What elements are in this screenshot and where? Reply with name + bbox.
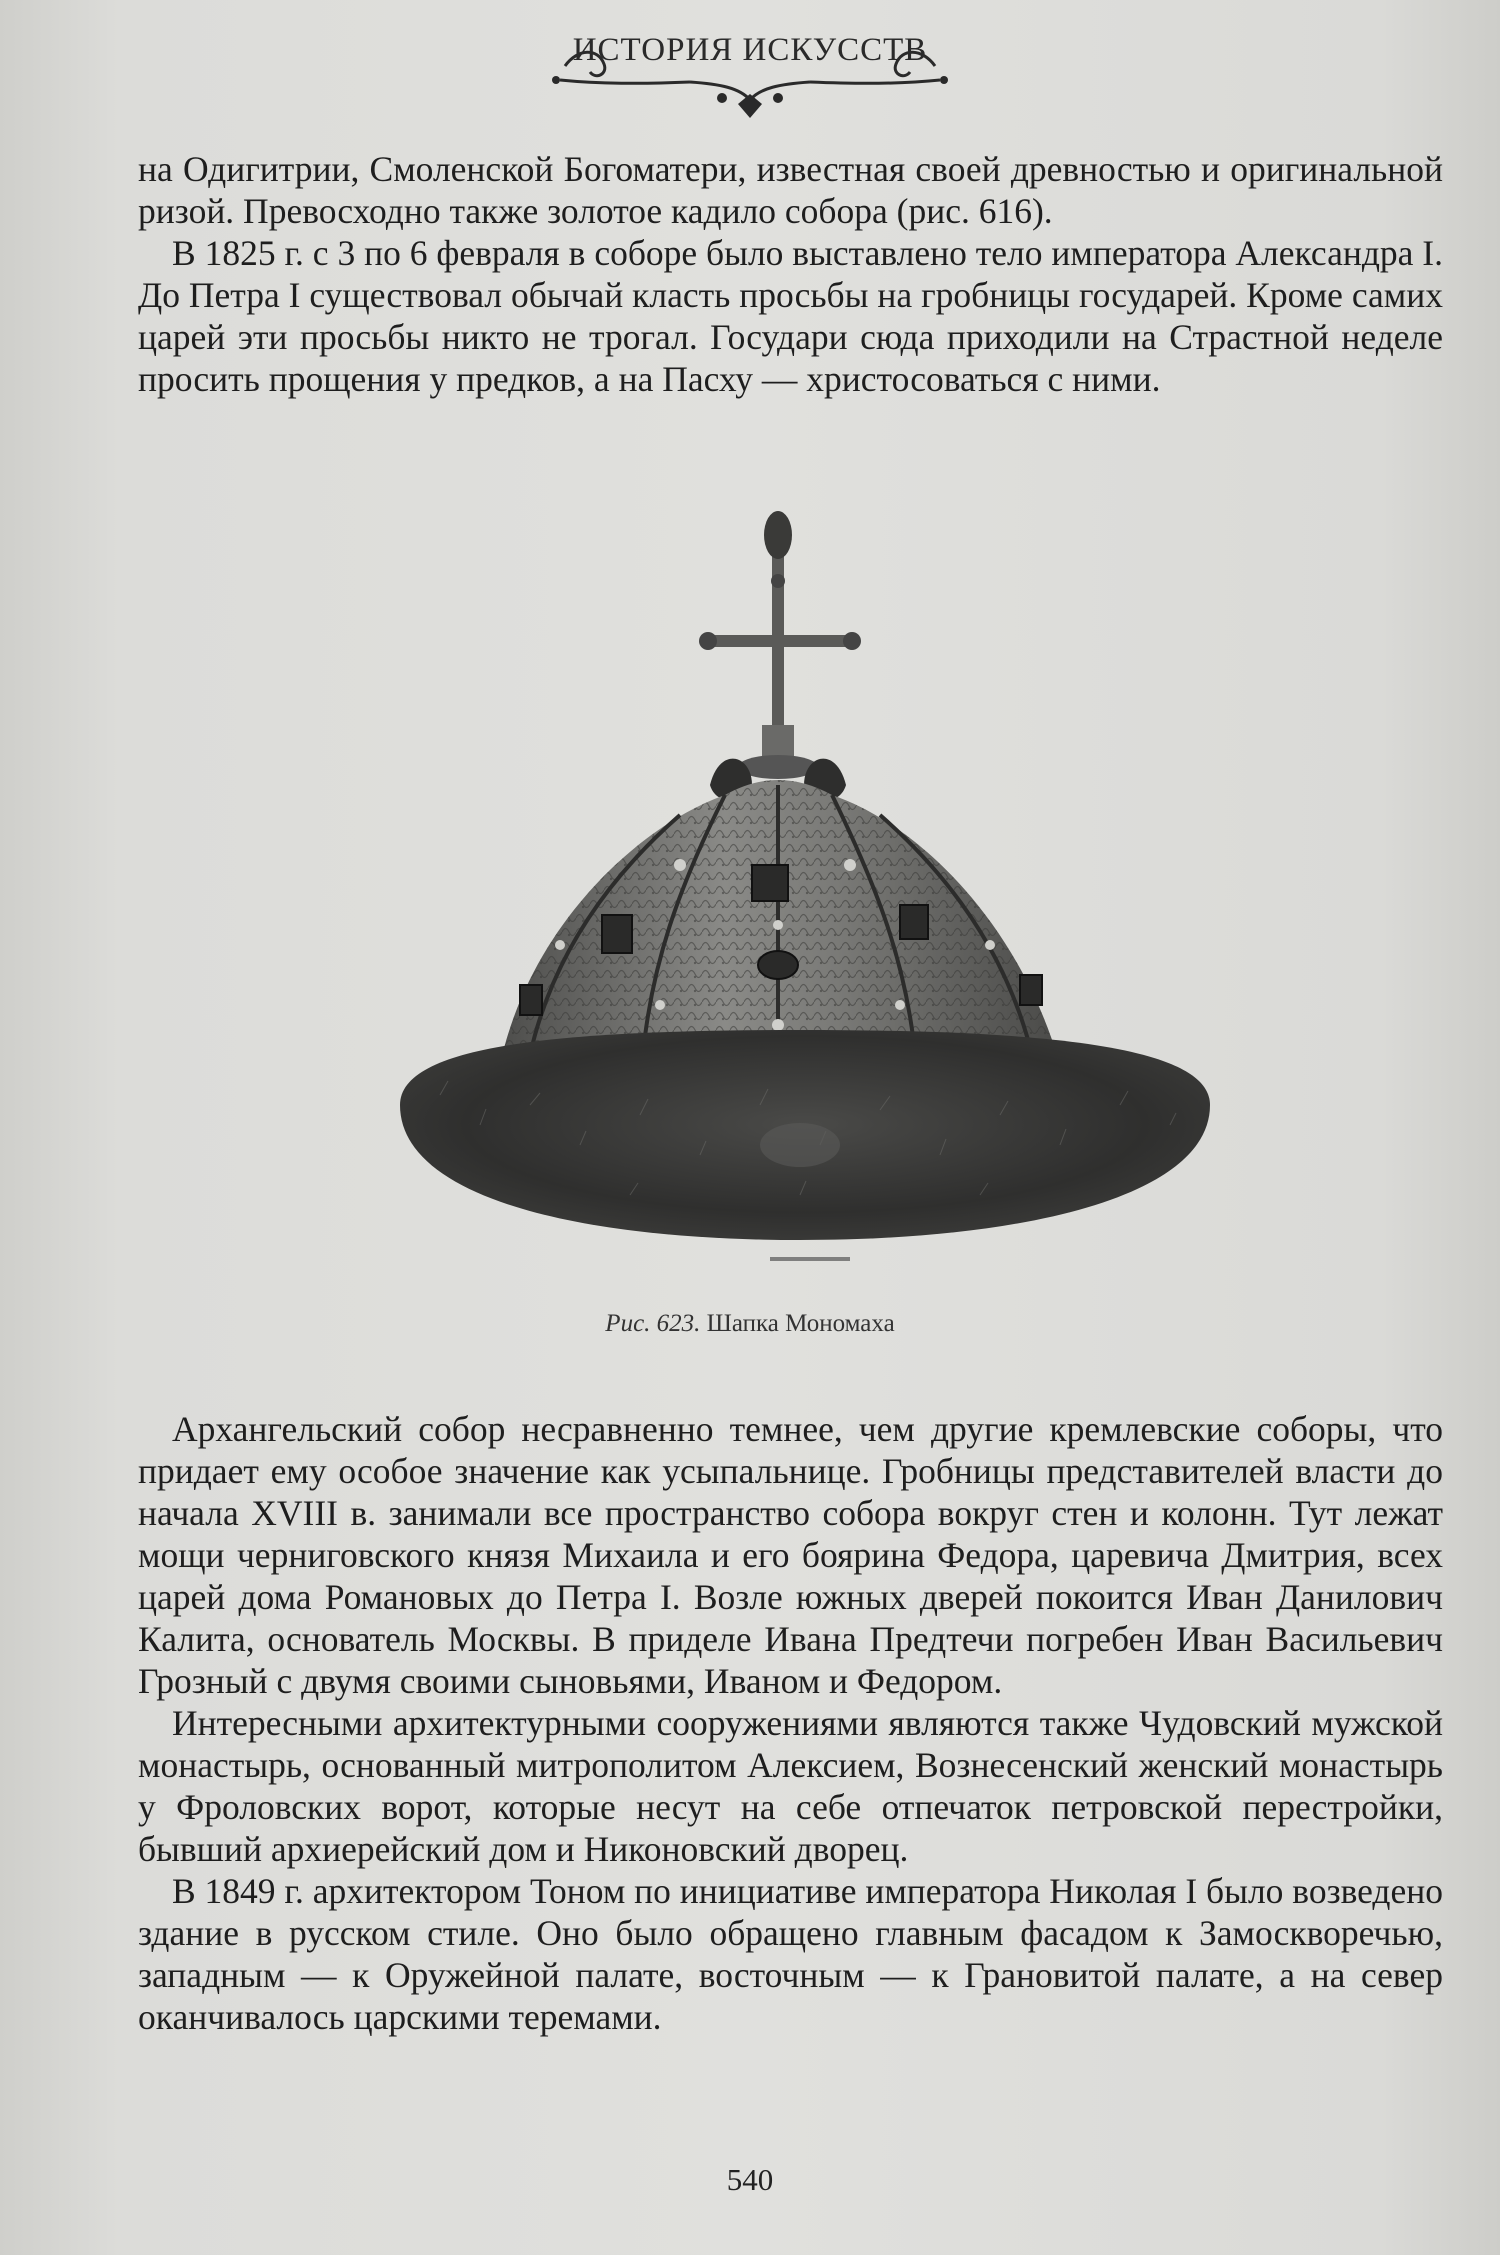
paragraph: Интересными архитектурными сооружениями являются также Чудовский мужской монастырь, основанный митрополитом Алексием, Вознесенский женский монастырь у Фроловских ворот, которые несут на себе отпечаток петровской перестройки, бывший архиерейский дом и Никоновский дворец. [138, 1703, 1443, 1869]
cap-engraving-icon [380, 505, 1230, 1295]
text-top [138, 148, 1443, 400]
paragraph: В 1849 г. архитектором Тоном по инициативе императора Николая I было возведено здание в русском стиле. Оно было обращено главным фасадом к Замоскворечью, западным — к Оружейной палате, восточным — к Грановитой палате, а на север оканчивалось царскими теремами. [138, 1871, 1443, 2037]
monomakh-cap-illustration [380, 505, 1230, 1295]
running-header [0, 18, 1500, 118]
text-bottom [138, 1408, 1443, 2038]
paragraph: В 1825 г. с 3 по 6 февраля в соборе было выставлено тело императора Александра I. До Петра I существовал обычай класть просьбы на гробницы государей. Кроме самих царей эти просьбы никто не трогал. Государи сюда приходили на Страстной неделе просить прощения у предков, а на Пасху — христосоваться с ними. [138, 233, 1443, 399]
figure-number: Рис. 623. [605, 1310, 701, 1337]
page-number: 540 [726, 2162, 774, 2197]
paragraph: на Одигитрии, Смоленской Богоматери, известная своей древностью и оригинальной ризой. Превосходно также золотое кадило собора (рис. 616). [138, 149, 1443, 231]
header-title: ИСТОРИЯ ИСКУССТВ [572, 32, 928, 68]
figure-caption-text: Шапка Мономаха [706, 1310, 895, 1337]
paragraph: Архангельский собор несравненно темнее, чем другие кремлевские соборы, что придает ему особое значение как усыпальнице. Гробницы представителей власти до начала XVIII в. занимали все пространство собора вокруг стен и колонн. Тут лежат мощи черниговского князя Михаила и его боярина Федора, царевича Дмитрия, всех царей дома Романовых до Петра I. Возле южных дверей покоится Иван Данилович Калита, основатель Москвы. В приделе Ивана Предтечи погребен Иван Васильевич Грозный с двумя своими сыновьями, Иваном и Федором. [138, 1409, 1443, 1701]
figure-caption [0, 1310, 1500, 1338]
